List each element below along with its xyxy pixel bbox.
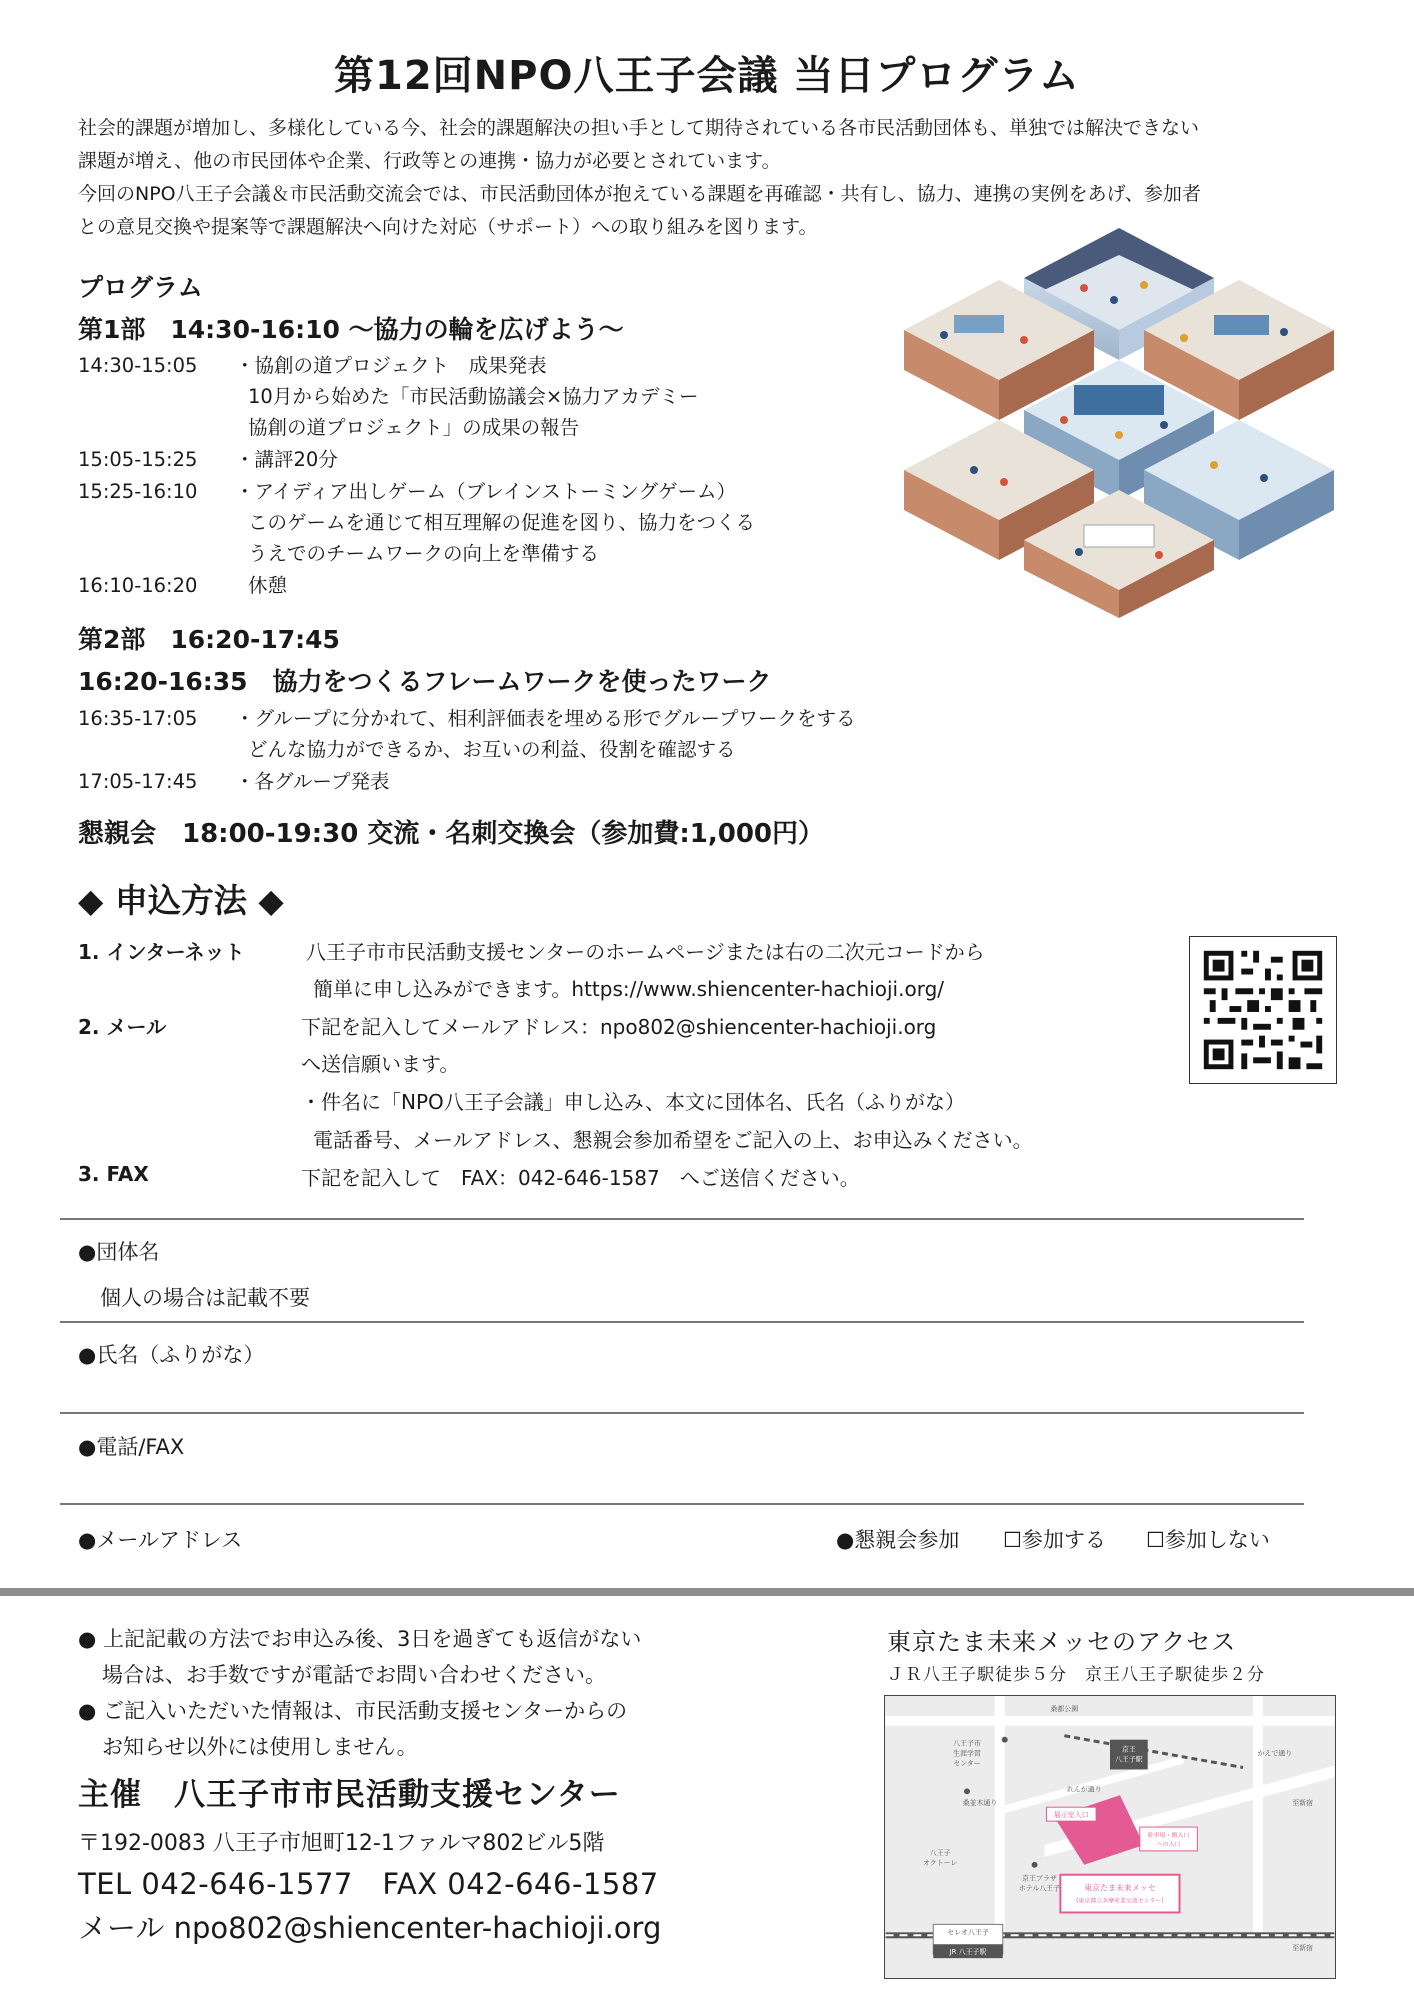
schedule-time: 16:35-17:05 [78, 707, 198, 730]
entrance-label: 展示室入口 [1053, 1811, 1089, 1820]
note-line: 場合は、お手数ですが電話でお問い合わせください。 [102, 1663, 606, 1687]
method-text: 八王子市市民活動支援センターのホームページまたは右の二次元コードから [306, 940, 985, 964]
attend-no-checkbox[interactable]: ☐参加しない [1146, 1528, 1270, 1552]
org-name-label: ●団体名 [78, 1240, 160, 1264]
section-separator [0, 1588, 1414, 1596]
note-line: お知らせ以外には使用しません。 [102, 1735, 418, 1759]
road [995, 1696, 1005, 1934]
map-label-lifelong: 八王子市 [953, 1739, 981, 1748]
map-label-renga: れんが通り [1066, 1785, 1102, 1794]
method-text: ・件名に「NPO八王子会議」申し込み、本文に団体名、氏名（ふりがな） [301, 1090, 965, 1114]
access-map [884, 1695, 1336, 1979]
qr-code[interactable] [1189, 936, 1337, 1084]
host-organization: 主催 八王子市市民活動支援センター [78, 1777, 621, 1813]
schedule-desc: 休憩 [248, 574, 288, 597]
svg-text:八王子駅: 八王子駅 [1114, 1755, 1143, 1764]
schedule-desc: ・アイディア出しゲーム（ブレインストーミングゲーム） [235, 480, 736, 503]
intro-line: 課題が増え、他の市民団体や企業、行政等との連携・協力が必要とされています。 [78, 150, 781, 172]
method-text: 電話番号、メールアドレス、懇親会参加希望をご記入の上、お申込みください。 [313, 1128, 1033, 1152]
method-label: 2. メール [78, 1015, 167, 1039]
schedule-desc: 協創の道プロジェクト」の成果の報告 [248, 416, 580, 439]
email-label: ●メールアドレス [78, 1528, 243, 1552]
map-label-hotel: 京王プラザ [1022, 1874, 1057, 1883]
schedule-desc: どんな協力ができるか、お互いの利益、役割を確認する [248, 738, 736, 761]
schedule-desc: ・グループに分かれて、相利評価表を埋める形でグループワークをする [235, 707, 856, 730]
map-label-kaede: かえで通り [1257, 1749, 1293, 1758]
method-label: 3. FAX [78, 1162, 149, 1186]
schedule-desc: ・各グループ発表 [235, 770, 390, 793]
schedule-desc: 10月から始めた「市民活動協議会×協力アカデミー [248, 385, 699, 408]
schedule-time: 16:10-16:20 [78, 574, 198, 597]
schedule-desc: うえでのチームワークの向上を準備する [248, 542, 600, 565]
note-line: ● ご記入いただいた情報は、市民活動支援センターからの [78, 1699, 628, 1723]
map-label-kuwanoki: 桑並木通り [962, 1799, 998, 1808]
map-label-octore: 八王子 [929, 1848, 951, 1857]
intro-line: 今回のNPO八王子会議＆市民活動交流会では、市民活動団体が抱えている課題を再確認・共有し、協力、連携の実例をあげ、参加者 [78, 183, 1201, 205]
intro-line: 社会的課題が増加し、多様化している今、社会的課題解決の担い手として期待されている各市民活動団体も、単独では解決できない [78, 117, 1200, 139]
apply-heading: ◆ 申込方法 ◆ [78, 881, 284, 920]
page-title: 第12回NPO八王子会議 当日プログラム [334, 53, 1080, 99]
method-url-line[interactable]: 簡単に申し込みができます。https://www.shiencenter-hachioji.org/ [313, 977, 945, 1001]
svg-text:生涯学習: 生涯学習 [953, 1749, 981, 1758]
access-subtitle: ＪＲ八王子駅徒歩５分 京王八王子駅徒歩２分 [887, 1665, 1265, 1685]
note-line: ● 上記記載の方法でお申込み後、3日を過ぎても返信がない [78, 1627, 642, 1651]
keio-station-label: 京王 [1121, 1745, 1136, 1754]
office-illustration [884, 220, 1354, 620]
form-divider [60, 1412, 1304, 1414]
name-label: ●氏名（ふりがな） [78, 1343, 265, 1367]
jr-station-label: JR 八王子駅 [949, 1948, 987, 1957]
schedule-time: 17:05-17:45 [78, 770, 198, 793]
method-text: 下記を記入してメールアドレス：npo802@shiencenter-hachioji.org [301, 1015, 937, 1039]
part2-subheading: 16:20-16:35 協力をつくるフレームワークを使ったワーク [78, 667, 772, 696]
form-divider [60, 1218, 1304, 1220]
messe-label-box [1060, 1875, 1179, 1913]
road [1253, 1696, 1263, 1934]
schedule-time: 14:30-15:05 [78, 354, 198, 377]
svg-text:への入口: への入口 [1156, 1840, 1181, 1848]
schedule-desc: このゲームを通じて相互理解の促進を図り、協力をつくる [248, 511, 756, 534]
svg-text:ホテル八王子: ホテル八王子 [1018, 1884, 1061, 1893]
org-name-note: 個人の場合は記載不要 [100, 1286, 310, 1310]
svg-text:センター: センター [953, 1759, 981, 1768]
organizer-email[interactable]: メール npo802@shiencenter-hachioji.org [78, 1911, 662, 1945]
schedule-desc: ・協創の道プロジェクト 成果発表 [235, 354, 547, 377]
schedule-desc: ・講評20分 [235, 448, 338, 471]
celeo-label: セレオ八王子 [947, 1928, 989, 1937]
form-divider [60, 1503, 1304, 1505]
organizer-tel-fax: TEL 042-646-1577 FAX 042-646-1587 [78, 1867, 659, 1901]
method-text [313, 973, 944, 1002]
attend-yes-checkbox[interactable]: ☐参加する [1003, 1528, 1106, 1552]
schedule-time: 15:25-16:10 [78, 480, 198, 503]
schedule-time: 15:05-15:25 [78, 448, 198, 471]
parking-label: 駐車場・搬入口 [1147, 1832, 1190, 1839]
map-label-to-shinjuku: 至新宿 [1292, 1799, 1314, 1808]
phone-fax-label: ●電話/FAX [78, 1435, 185, 1459]
map-label-top-road: 桑都公園 [1050, 1704, 1079, 1713]
road [886, 1716, 1335, 1726]
map-label-to-shinjuku-rail: 至新宿 [1292, 1944, 1314, 1953]
program-heading: プログラム [78, 273, 203, 302]
access-title: 東京たま未来メッセのアクセス [887, 1628, 1237, 1656]
intro-line: との意見交換や提案等で課題解決へ向けた対応（サポート）への取り組みを図ります。 [78, 216, 818, 238]
organizer-address: 〒192-0083 八王子市旭町12-1ファルマ802ビル5階 [78, 1831, 605, 1856]
part1-heading: 第1部 14:30-16:10 ～協力の輪を広げよう～ [78, 315, 624, 344]
messe-label: 東京たま未来メッセ [1084, 1883, 1156, 1893]
party-attendance-label: ●懇親会参加 [836, 1528, 960, 1552]
method-text: 下記を記入して FAX：042-646-1587 へご送信ください。 [301, 1166, 860, 1190]
method-label: 1. インターネット [78, 940, 245, 964]
part2-heading: 第2部 16:20-17:45 [78, 625, 340, 654]
method-text: へ送信願います。 [301, 1052, 460, 1076]
messe-sublabel: (東京都立多摩産業交流センター) [1076, 1897, 1164, 1905]
form-divider [60, 1321, 1304, 1323]
party-info: 懇親会 18:00-19:30 交流・名刺交換会（参加費:1,000円） [78, 819, 825, 849]
svg-text:オクトーレ: オクトーレ [922, 1858, 958, 1867]
